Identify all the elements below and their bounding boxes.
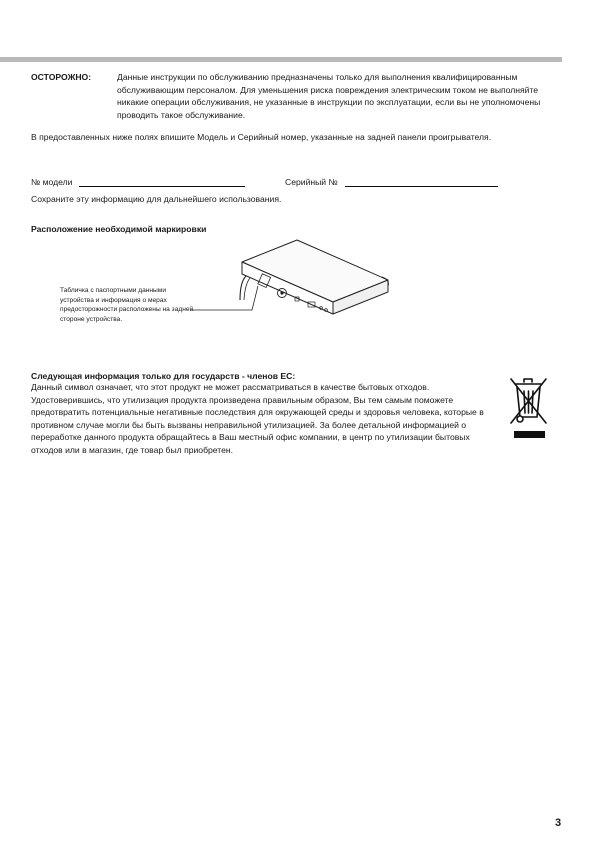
keep-info-text: Сохраните эту информацию для дальнейшего использования. bbox=[31, 194, 282, 204]
model-number-label: № модели bbox=[31, 177, 73, 187]
marking-callout-text: Табличка с паспортными данными устройства и информация о мерах предосторожности расположены на задней стороне устройства. bbox=[60, 287, 194, 323]
page-number: 3 bbox=[555, 817, 562, 829]
caution-text: Данные инструкции по обслуживанию предназначены только для выполнения квалифицированным обслуживающим персоналом. Для уменьшения риска повреждения электрическим током не выполняйте никакие операции обслуживания, не указанные в инструкции по эксплуатации, если вы не уполномочены проводить такое обслуживание. bbox=[117, 72, 541, 120]
intro-text: В предоставленных ниже полях впишите Модель и Серийный номер, указанные на задней панели проигрывателя. bbox=[31, 132, 492, 142]
eu-info-heading: Следующая информация только для государств - членов ЕС: bbox=[31, 371, 296, 381]
marking-heading: Расположение необходимой маркировки bbox=[31, 224, 207, 234]
serial-number-field-line bbox=[345, 186, 498, 187]
crossed-out-wheelie-bin-icon bbox=[506, 375, 551, 443]
eu-info-text: Данный символ означает, что этот продукт не может рассматриваться в качестве бытовых отходов. Удостоверившись, что утилизация продукта произведена правильным образом, Вы тем самым поможете предотвратить потенциальные негативные последствия для окружающей среды и здоровья человека, которые в противном случае могли бы быть вызваны неправильной утилизацией. За более детальной информацией о переработке данного продукта обращайтесь в Ваш местный офис компании, в центр по утилизации бытовых отходов или в магазин, где товар был приобретен. bbox=[31, 382, 484, 455]
model-number-field-line bbox=[79, 186, 245, 187]
top-rule bbox=[0, 57, 562, 62]
serial-number-label: Серийный № bbox=[285, 177, 338, 187]
device-rear-illustration-icon bbox=[182, 234, 392, 334]
caution-label: ОСТОРОЖНО: bbox=[31, 72, 92, 82]
